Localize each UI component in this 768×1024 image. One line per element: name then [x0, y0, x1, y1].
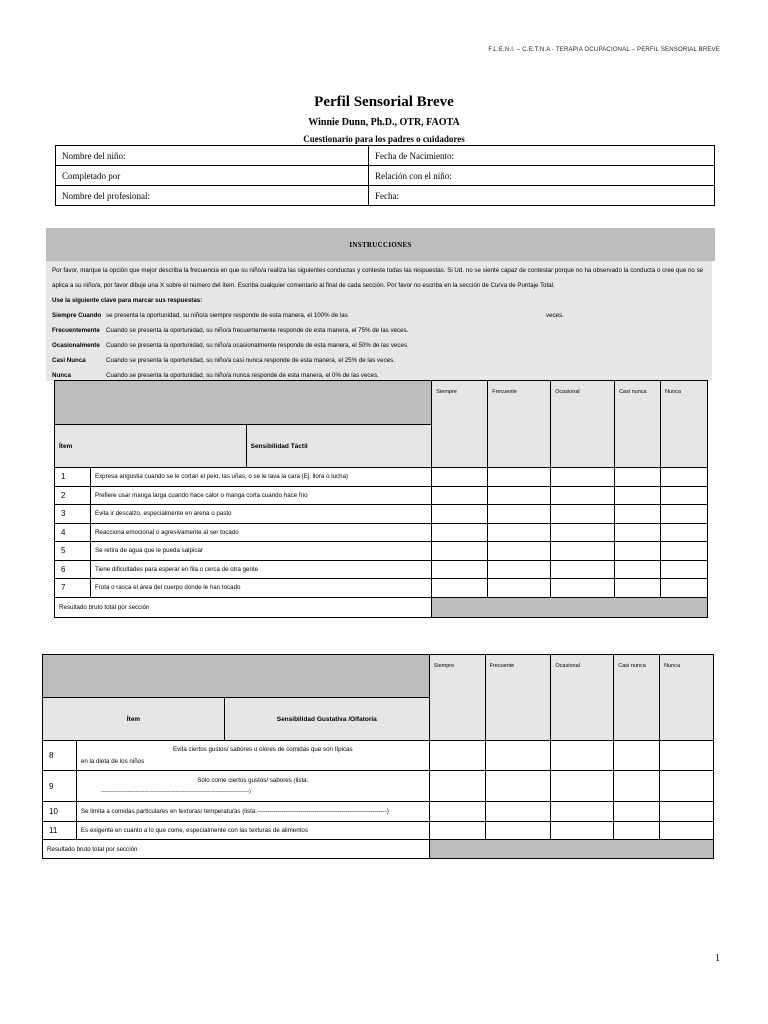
- answer-cell[interactable]: [660, 741, 714, 771]
- answer-cell[interactable]: [488, 542, 551, 561]
- item-text: Reacciona emocional o agresivamente al ser tocado: [90, 523, 431, 542]
- section-header-blank: [55, 381, 432, 425]
- answer-cell[interactable]: [429, 771, 485, 802]
- answer-cell[interactable]: [551, 486, 615, 505]
- col-siempre: Siempre: [429, 655, 485, 741]
- answer-cell[interactable]: [551, 560, 615, 579]
- answer-cell[interactable]: [614, 802, 660, 822]
- answer-cell[interactable]: [488, 505, 551, 524]
- answer-cell[interactable]: [661, 542, 708, 561]
- col-ocasional: Ocasional: [551, 655, 614, 741]
- document-title: Perfil Sensorial Breve: [314, 94, 454, 110]
- table-row: [55, 505, 708, 524]
- relation-field[interactable]: Relación con el niño:: [369, 166, 715, 186]
- col-casi-nunca: Casi nunca: [615, 381, 661, 468]
- item-header: Ítem: [43, 698, 225, 741]
- col-casi-nunca: Casi nunca: [614, 655, 660, 741]
- col-siempre: Siempre: [432, 381, 488, 468]
- item-number: 9: [43, 771, 77, 802]
- answer-cell[interactable]: [488, 486, 551, 505]
- answer-cell[interactable]: [661, 468, 708, 487]
- answer-cell[interactable]: [661, 505, 708, 524]
- answer-cell[interactable]: [485, 802, 551, 822]
- child-name-field[interactable]: Nombre del niño:: [56, 146, 369, 166]
- professional-name-field[interactable]: Nombre del profesional:: [56, 186, 369, 206]
- table-row: [55, 579, 708, 598]
- answer-cell[interactable]: [551, 579, 615, 598]
- author-line: Winnie Dunn, Ph.D., OTR, FAOTA: [308, 117, 460, 128]
- answer-cell[interactable]: [485, 822, 551, 840]
- answer-cell[interactable]: [661, 486, 708, 505]
- section-header-blank: [43, 655, 430, 698]
- item-number: 1: [55, 468, 91, 487]
- key-tail: veces.: [546, 312, 564, 319]
- item-text: Tiene dificultades para esperar en fila o cerca de otra gente: [90, 560, 431, 579]
- key-term: Siempre Cuando: [52, 312, 102, 319]
- answer-cell[interactable]: [432, 486, 488, 505]
- item-text-line: Sólo come ciertos gustos/ sabores (lista:: [197, 777, 309, 784]
- item-number: 10: [43, 802, 77, 822]
- key-row: [52, 308, 712, 323]
- key-row: [52, 353, 712, 368]
- answer-cell[interactable]: [660, 771, 714, 802]
- answer-cell[interactable]: [615, 560, 661, 579]
- col-nunca: Nunca: [661, 381, 708, 468]
- answer-cell[interactable]: [614, 822, 660, 840]
- key-desc: Cuando se presenta la oportunidad, su niño/a ocasionalmente responde de esta manera, el 50% de las veces.: [106, 342, 409, 349]
- answer-cell[interactable]: [615, 486, 661, 505]
- col-ocasional: Ocasional: [551, 381, 615, 468]
- answer-cell[interactable]: [551, 741, 614, 771]
- info-table: [55, 145, 715, 206]
- answer-cell[interactable]: [485, 741, 551, 771]
- answer-cell[interactable]: [660, 802, 714, 822]
- item-text: Prefiere usar manga larga cuando hace calor o manga corta cuando hace frio: [90, 486, 431, 505]
- answer-cell[interactable]: [432, 523, 488, 542]
- item-text-line: -----------------------------------------------------------------------------------------): [100, 789, 251, 795]
- header-tag: F.L.E.N.I. – C.E.T.N.A - TERAPIA OCUPACIONAL – PERFIL SENSORIAL BREVE: [488, 47, 720, 53]
- answer-cell[interactable]: [615, 542, 661, 561]
- answer-cell[interactable]: [615, 523, 661, 542]
- item-number: 8: [43, 741, 77, 771]
- item-text: Es exigente en cuanto a lo que come, especialmente con las texturas de alimentos: [76, 822, 429, 840]
- section-total-label: Resultado bruto total por sección: [43, 840, 430, 859]
- item-text: Se limita a comidas particulares en texturas/ temperaturas (lista:---------------------------------------------------------------): [76, 802, 429, 822]
- answer-cell[interactable]: [614, 741, 660, 771]
- answer-cell[interactable]: [551, 505, 615, 524]
- key-term: Casi Nunca: [52, 357, 86, 364]
- item-text: Frota o rasca el área del cuerpo donde le han tocado: [90, 579, 431, 598]
- item-text-line: en la dieta de los niños: [80, 758, 145, 765]
- key-desc: Cuando se presenta la oportunidad, su niño/a casi nunca responde de esta manera, el 25% de las veces.: [106, 357, 395, 364]
- col-frecuente: Frecuente: [485, 655, 551, 741]
- item-text: [76, 771, 429, 802]
- answer-cell[interactable]: [661, 560, 708, 579]
- item-text-line: Evita ciertos gustos/ sabores u olores de comidas que son típicas: [173, 746, 353, 753]
- table-row: [55, 523, 708, 542]
- key-row: [52, 338, 712, 353]
- table-row: [55, 542, 708, 561]
- instructions-paragraph: Por favor, marque la opción que mejor describa la frecuencia en que su niño/a realiza las siguientes conductas y conteste todas las respuestas. Si Ud. no se siente capaz de contestar porque no ha observado la conducta o cree que no se aplica a su niño/a, por favor dibuje una X sobre el número del ítem. Escriba cualquier comentario al final de cada sección. Por favor no escriba en la sección de Curva de Puntaje Total.: [52, 267, 704, 289]
- item-text: [76, 741, 429, 771]
- document-subtitle: Cuestionario para los padres o cuidadores: [303, 134, 465, 144]
- answer-cell[interactable]: [429, 822, 485, 840]
- key-term: Nunca: [52, 372, 71, 379]
- table-row: [55, 468, 708, 487]
- answer-cell[interactable]: [432, 542, 488, 561]
- answer-cell[interactable]: [551, 802, 614, 822]
- page-number: 1: [715, 953, 720, 964]
- section-total-cell: [429, 840, 713, 859]
- section-tactile-table: [54, 380, 708, 618]
- item-number: 2: [55, 486, 91, 505]
- col-frecuente: Frecuente: [488, 381, 551, 468]
- answer-cell[interactable]: [488, 523, 551, 542]
- answer-cell[interactable]: [432, 468, 488, 487]
- item-number: 3: [55, 505, 91, 524]
- answer-cell[interactable]: [615, 505, 661, 524]
- item-text: Expresa angustia cuando se le cortan el pelo, las uñas, o se le lava la cara (Ej: llora o lucha): [90, 468, 431, 487]
- key-desc: se presenta la oportunidad, su niño/a siempre responde de esta manera, el 100% de las: [106, 312, 348, 319]
- answer-cell[interactable]: [551, 542, 615, 561]
- item-number: 4: [55, 523, 91, 542]
- key-desc: Cuando se presenta la oportunidad, su niño/a frecuentemente responde de esta manera, el 75% de las veces.: [106, 327, 409, 334]
- key-term: Frecuentemente: [52, 327, 100, 334]
- answer-cell[interactable]: [429, 741, 485, 771]
- completed-by-field[interactable]: Completado por: [56, 166, 369, 186]
- answer-cell[interactable]: [615, 468, 661, 487]
- answer-cell[interactable]: [432, 579, 488, 598]
- item-text: Evita ir descalzo, especialmente en arena o pasto: [90, 505, 431, 524]
- instructions-block: [46, 261, 712, 381]
- item-header: Ítem: [55, 425, 247, 468]
- answer-cell[interactable]: [615, 579, 661, 598]
- item-text: Se retira de agua que le pueda salpicar: [90, 542, 431, 561]
- instructions-title: INSTRUCCIONES: [46, 228, 715, 261]
- section-title: Sensibilidad Táctil: [246, 425, 432, 468]
- key-heading: Use la siguiente clave para marcar sus respuestas:: [52, 297, 203, 304]
- item-number: 6: [55, 560, 91, 579]
- table-row: [55, 560, 708, 579]
- answer-cell[interactable]: [551, 523, 615, 542]
- item-number: 5: [55, 542, 91, 561]
- section-title: Sensibilidad Gustativa /Olfatoria: [224, 698, 429, 741]
- answer-cell[interactable]: [660, 822, 714, 840]
- col-nunca: Nunca: [660, 655, 714, 741]
- item-number: 7: [55, 579, 91, 598]
- item-number: 11: [43, 822, 77, 840]
- answer-cell[interactable]: [661, 579, 708, 598]
- section-gustatory-table: [42, 654, 714, 859]
- key-term: Ocasionalmente: [52, 342, 100, 349]
- answer-cell[interactable]: [661, 523, 708, 542]
- answer-cell[interactable]: [432, 560, 488, 579]
- key-desc: Cuando se presenta la oportunidad, su niño/a nunca responde de esta manera, el 0% de las veces.: [106, 372, 379, 379]
- answer-cell[interactable]: [432, 505, 488, 524]
- section-total-cell: [432, 597, 708, 617]
- answer-cell[interactable]: [429, 802, 485, 822]
- answer-cell[interactable]: [485, 771, 551, 802]
- answer-cell[interactable]: [488, 560, 551, 579]
- answer-cell[interactable]: [551, 468, 615, 487]
- answer-cell[interactable]: [614, 771, 660, 802]
- birth-date-field[interactable]: Fecha de Nacimiento:: [369, 146, 715, 166]
- answer-cell[interactable]: [488, 468, 551, 487]
- key-row: [52, 323, 712, 338]
- date-field[interactable]: Fecha:: [369, 186, 715, 206]
- answer-cell[interactable]: [551, 822, 614, 840]
- section-total-label: Resultado bruto total por sección: [55, 597, 432, 617]
- answer-cell[interactable]: [488, 579, 551, 598]
- answer-cell[interactable]: [551, 771, 614, 802]
- table-row: [55, 486, 708, 505]
